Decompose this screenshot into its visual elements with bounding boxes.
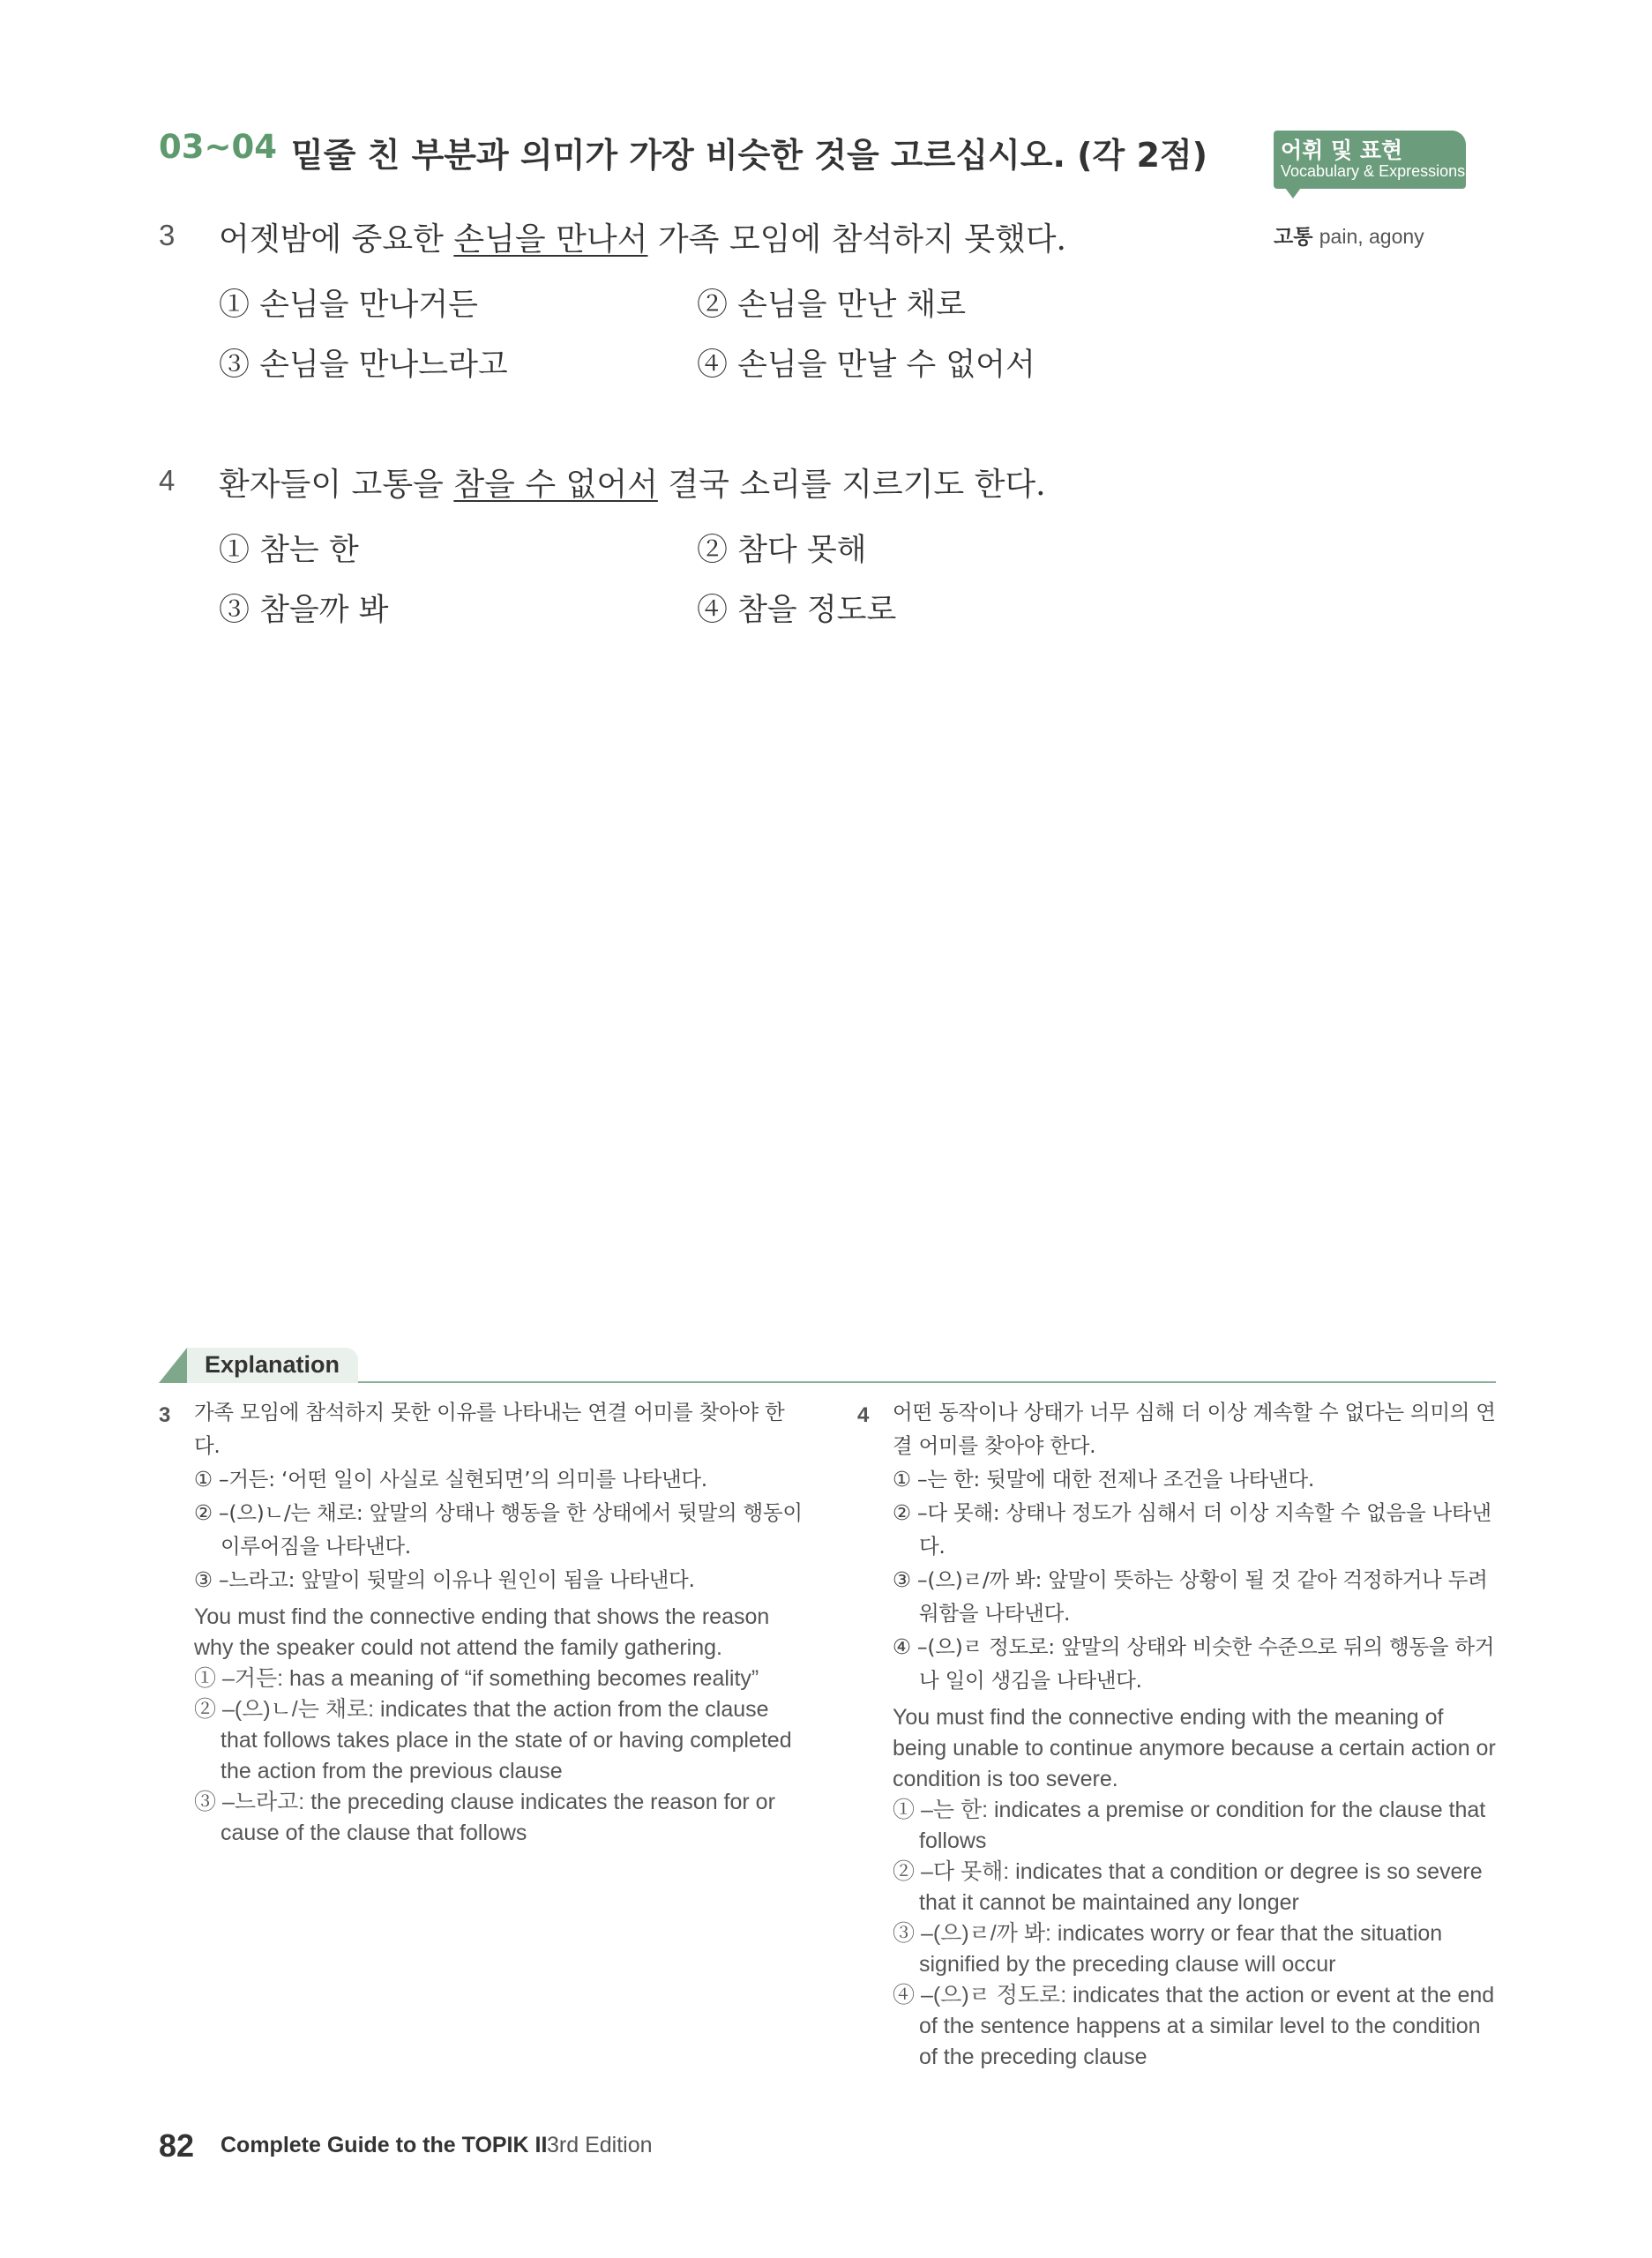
explanation-ko-item: ③ –느라고: 앞말이 뒷말의 이유나 원인이 됨을 나타낸다. xyxy=(194,1567,695,1592)
question-number: 4 xyxy=(159,464,176,497)
explanation-q4 xyxy=(857,1395,1496,2073)
question-number: 3 xyxy=(159,219,176,251)
answer-option[interactable]: ③ 참을까 봐 xyxy=(219,593,389,628)
question-text-before: 환자들이 고통을 xyxy=(219,467,454,503)
explanation-en-item: ① –거든: has a meaning of “if something becomes reality” xyxy=(194,1666,759,1691)
answer-option[interactable]: ② 참다 못해 xyxy=(697,533,867,568)
question-text-after: 가족 모임에 참석하지 못했다. xyxy=(647,221,1066,258)
instruction-text: 밑줄 친 부분과 의미가 가장 비슷한 것을 고르십시오. (각 2점) xyxy=(291,136,1207,175)
question-underlined: 참을 수 없어서 xyxy=(453,467,658,503)
explanation-label: Explanation xyxy=(205,1351,340,1378)
explanation-ko-intro: 가족 모임에 참석하지 못한 이유를 나타내는 연결 어미를 찾아야 한다. xyxy=(194,1400,785,1458)
page-number: 82 xyxy=(159,2127,195,2164)
explanation-ko-item: ② –다 못해: 상태나 정도가 심해서 더 이상 지속할 수 없음을 나타낸다. xyxy=(893,1500,1491,1559)
vocab-tag-english: Vocabulary & Expressions xyxy=(1281,162,1466,180)
vocab-tag xyxy=(1274,131,1466,189)
explanation-number: 3 xyxy=(159,1403,171,1427)
explanation-ko-item: ② –(으)ㄴ/는 채로: 앞말의 상태나 행동을 한 상태에서 뒷말의 행동이 이루어짐을 나타낸다. xyxy=(194,1500,803,1559)
book-edition: 3rd Edition xyxy=(547,2133,653,2157)
explanation-ko-item: ④ –(으)ㄹ 정도로: 앞말의 상태와 비슷한 수준으로 뒤의 행동을 하거나 일이 생김을 나타낸다. xyxy=(893,1634,1495,1693)
question-text xyxy=(219,214,1066,259)
answer-option[interactable]: ② 손님을 만난 채로 xyxy=(697,288,967,323)
explanation-en-intro: You must find the connective ending with the meaning of being unable to continue anymore because a certain action or condition is too severe. xyxy=(893,1705,1496,1791)
vocab-entry xyxy=(1274,221,1424,250)
answer-option[interactable]: ④ 참을 정도로 xyxy=(697,593,897,628)
explanation-en-item: ③ –(으)ㄹ/까 봐: indicates worry or fear that the situation signified by the preceding clause will occur xyxy=(893,1921,1443,1977)
explanation-ko-intro: 어떤 동작이나 상태가 너무 심해 더 이상 계속할 수 없다는 의미의 연결 어미를 찾아야 한다. xyxy=(893,1400,1496,1458)
question-text xyxy=(219,460,1046,505)
explanation-en-item: ④ –(으)ㄹ 정도로: indicates that the action or event at the end of the sentence happens at a similar level to the condition of the preceding clause xyxy=(893,1983,1495,2069)
explanation-number: 4 xyxy=(857,1403,870,1427)
explanation-en-intro: You must find the connective ending that shows the reason why the speaker could not attend the family gathering. xyxy=(194,1604,770,1660)
explanation-divider xyxy=(358,1381,1496,1383)
explanation-en-item: ② –다 못해: indicates that a condition or degree is so severe that it cannot be maintained any longer xyxy=(893,1859,1483,1915)
question-text-after: 결국 소리를 지르기도 한다. xyxy=(657,467,1046,503)
explanation-en-item: ② –(으)ㄴ/는 채로: indicates that the action from the clause that follows takes place in the state of or having completed the action from the previous clause xyxy=(194,1697,792,1783)
question-underlined: 손님을 만나서 xyxy=(453,221,648,258)
explanation-ko-item: ① –거든: ‘어떤 일이 사실로 실현되면’의 의미를 나타낸다. xyxy=(194,1467,707,1492)
vocab-tag-korean: 어휘 및 표현 xyxy=(1281,138,1403,163)
explanation-ko-item: ③ –(으)ㄹ/까 봐: 앞말이 뜻하는 상황이 될 것 같아 걱정하거나 두려워함을 나타낸다. xyxy=(893,1567,1488,1626)
vocab-word: 고통 xyxy=(1274,226,1313,249)
section-number: 03~04 xyxy=(159,128,277,166)
question-text-before: 어젯밤에 중요한 xyxy=(219,221,454,258)
vocab-meaning: pain, agony xyxy=(1319,225,1424,248)
explanation-q3 xyxy=(159,1395,803,1849)
answer-option[interactable]: ③ 손님을 만나느라고 xyxy=(219,348,508,383)
explanation-en-item: ③ –느라고: the preceding clause indicates the reason for or cause of the clause that follows xyxy=(194,1790,775,1845)
book-title: Complete Guide to the TOPIK II xyxy=(221,2133,548,2157)
answer-option[interactable]: ① 참는 한 xyxy=(219,533,359,568)
answer-option[interactable]: ① 손님을 만나거든 xyxy=(219,288,478,323)
explanation-tab-corner xyxy=(159,1348,187,1383)
answer-option[interactable]: ④ 손님을 만날 수 없어서 xyxy=(697,348,1035,383)
explanation-en-item: ① –는 한: indicates a premise or condition for the clause that follows xyxy=(893,1798,1486,1853)
vocab-tag-pointer xyxy=(1285,188,1301,198)
explanation-ko-item: ① –는 한: 뒷말에 대한 전제나 조건을 나타낸다. xyxy=(893,1467,1315,1492)
